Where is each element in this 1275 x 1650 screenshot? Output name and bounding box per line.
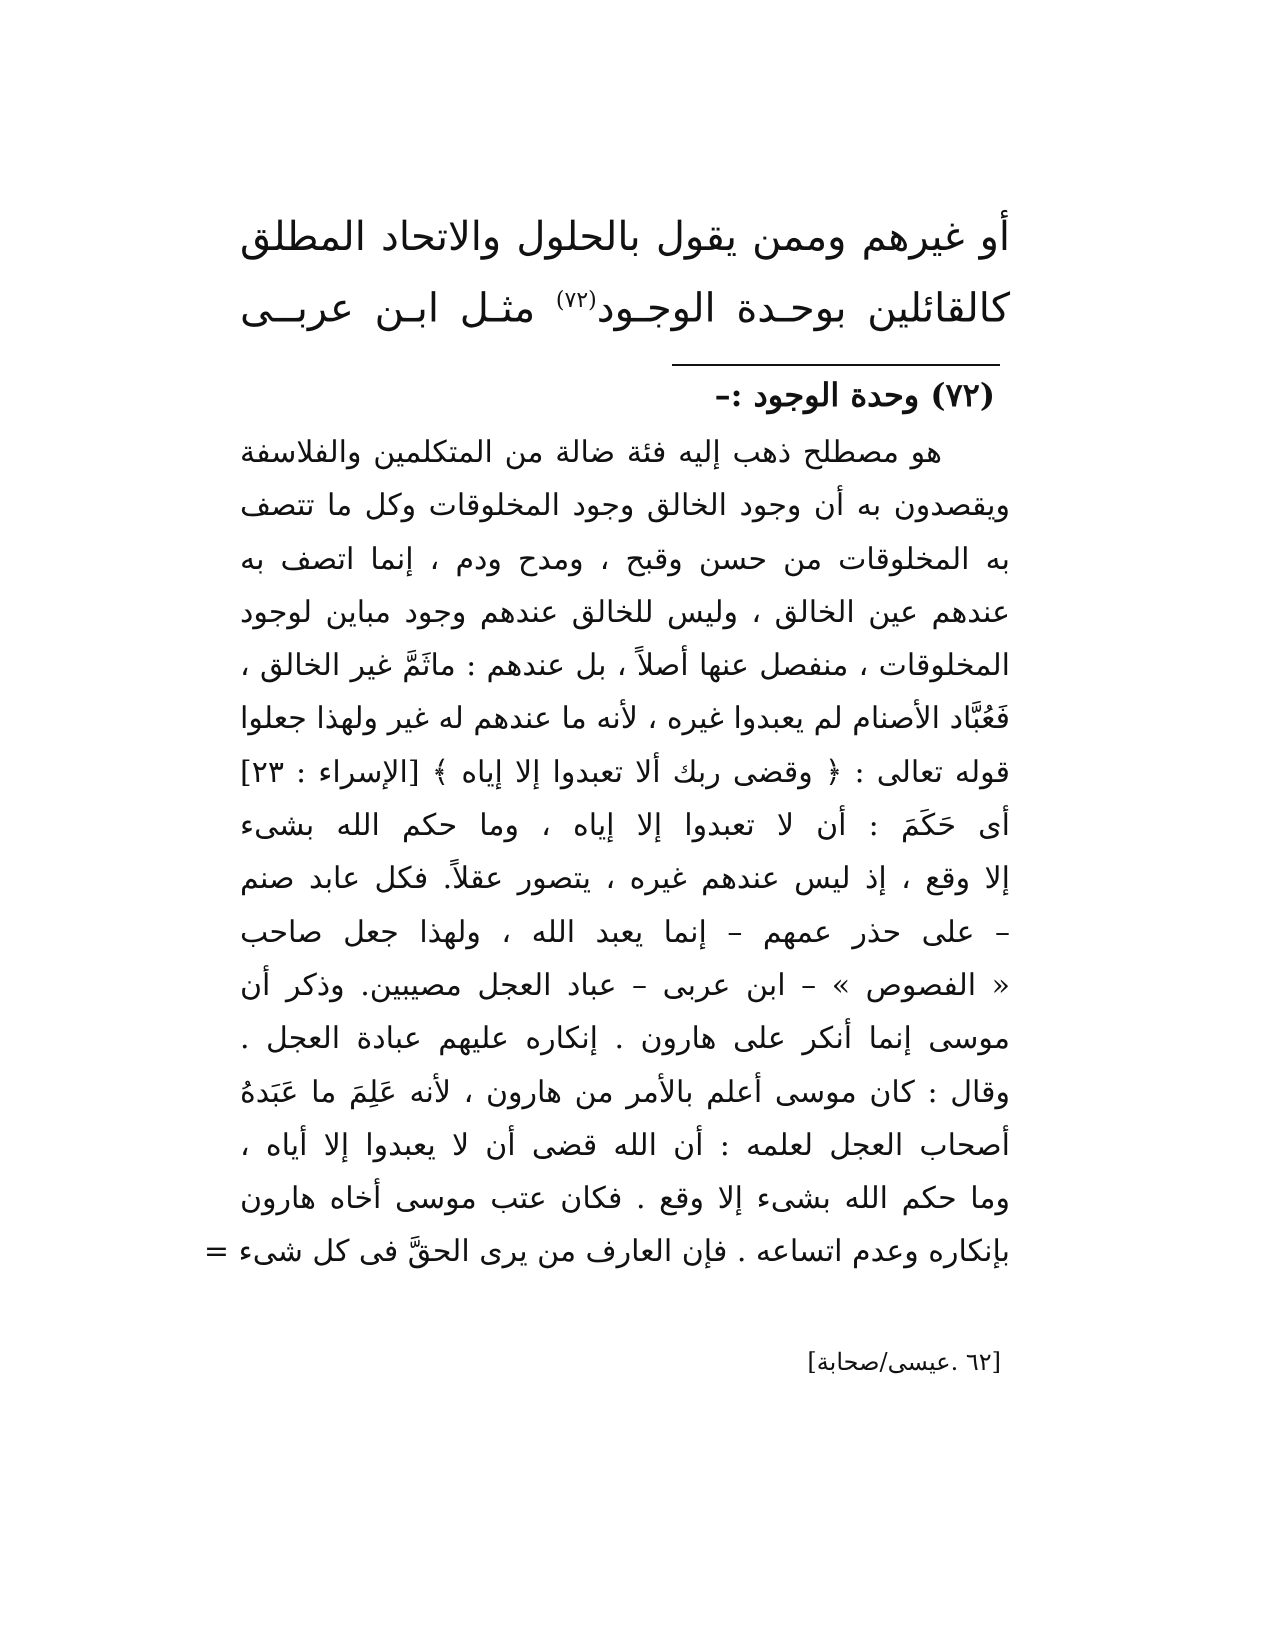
footnote-line: المخلوقات ، منفصل عنها أصلاً ، بل عندهم : ماثَمَّ غير الخالق ، (240, 648, 1010, 684)
footnote-line: وما حكم الله بشىء إلا وقع . فكان عتب موسى أخاه هارون (240, 1181, 1010, 1217)
footnote-body (203, 426, 1010, 1279)
main-text-line-2-start: كالقائلين بوحـدة الوجـود (596, 285, 1010, 332)
footnote-line: وقال : كان موسى أعلم بالأمر من هارون ، لأنه عَلِمَ ما عَبَدهُ (240, 1074, 1010, 1110)
main-text (240, 205, 1010, 340)
main-text-line-1: أو غيرهم وممن يقول بالحلول والاتحاد المطلق (240, 214, 1010, 260)
footnote-line: « الفصوص » – ابن عربى – عباد العجل مصيبين. وذكر أن (240, 967, 1010, 1003)
footnote-line: قوله تعالى : ﴿ وقضى ربك ألا تعبدوا إلا إياه ﴾ [الإسراء : ٢٣] (240, 754, 1010, 790)
footnote-line: ويقصدون به أن وجود الخالق وجود المخلوقات وكل ما تتصف (240, 488, 1010, 524)
footnote-line: – على حذر عمهم – إنما يعبد الله ، ولهذا جعل صاحب (240, 914, 1010, 950)
footnote-line: به المخلوقات من حسن وقبح ، ومدح ودم ، إنما اتصف به (240, 541, 1010, 577)
footnote-line: أصحاب العجل لعلمه : أن الله قضى أن لا يعبدوا إلا أياه ، (240, 1127, 1010, 1163)
footnote-line: فَعُبَّاد الأصنام لم يعبدوا غيره ، لأنه ما عندهم له غير ولهذا جعلوا (240, 701, 1010, 737)
footnote-reference: (٧٢) (555, 288, 597, 313)
main-text-line-2 (240, 269, 1010, 340)
footnote-line: هو مصطلح ذهب إليه فئة ضالة من المتكلمين والفلاسفة (240, 435, 942, 470)
footnote-separator (672, 364, 1000, 366)
footnote-line: عندهم عين الخالق ، وليس للخالق عندهم وجود مباين لوجود (240, 594, 1010, 630)
footnote-line: بإنكاره وعدم اتساعه . فإن العارف من يرى الحقَّ فى كل شىء = (203, 1234, 1010, 1270)
footnote-line: إلا وقع ، إذ ليس عندهم غيره ، يتصور عقلاً. فكل عابد صنم (240, 861, 1010, 897)
page-footer: [٦٢ .عيسى/صحابة] (807, 1348, 1001, 1376)
footnote-line: أى حَكَمَ : أن لا تعبدوا إلا إياه ، وما حكم الله بشىء (240, 808, 1010, 844)
footnote-heading: (٧٢) وحدة الوجود :– (714, 376, 995, 414)
main-text-line-2-end: مثـل ابـن عربــى (240, 285, 536, 332)
footnote-line: موسى إنما أنكر على هارون . إنكاره عليهم عبادة العجل . (240, 1021, 1010, 1057)
